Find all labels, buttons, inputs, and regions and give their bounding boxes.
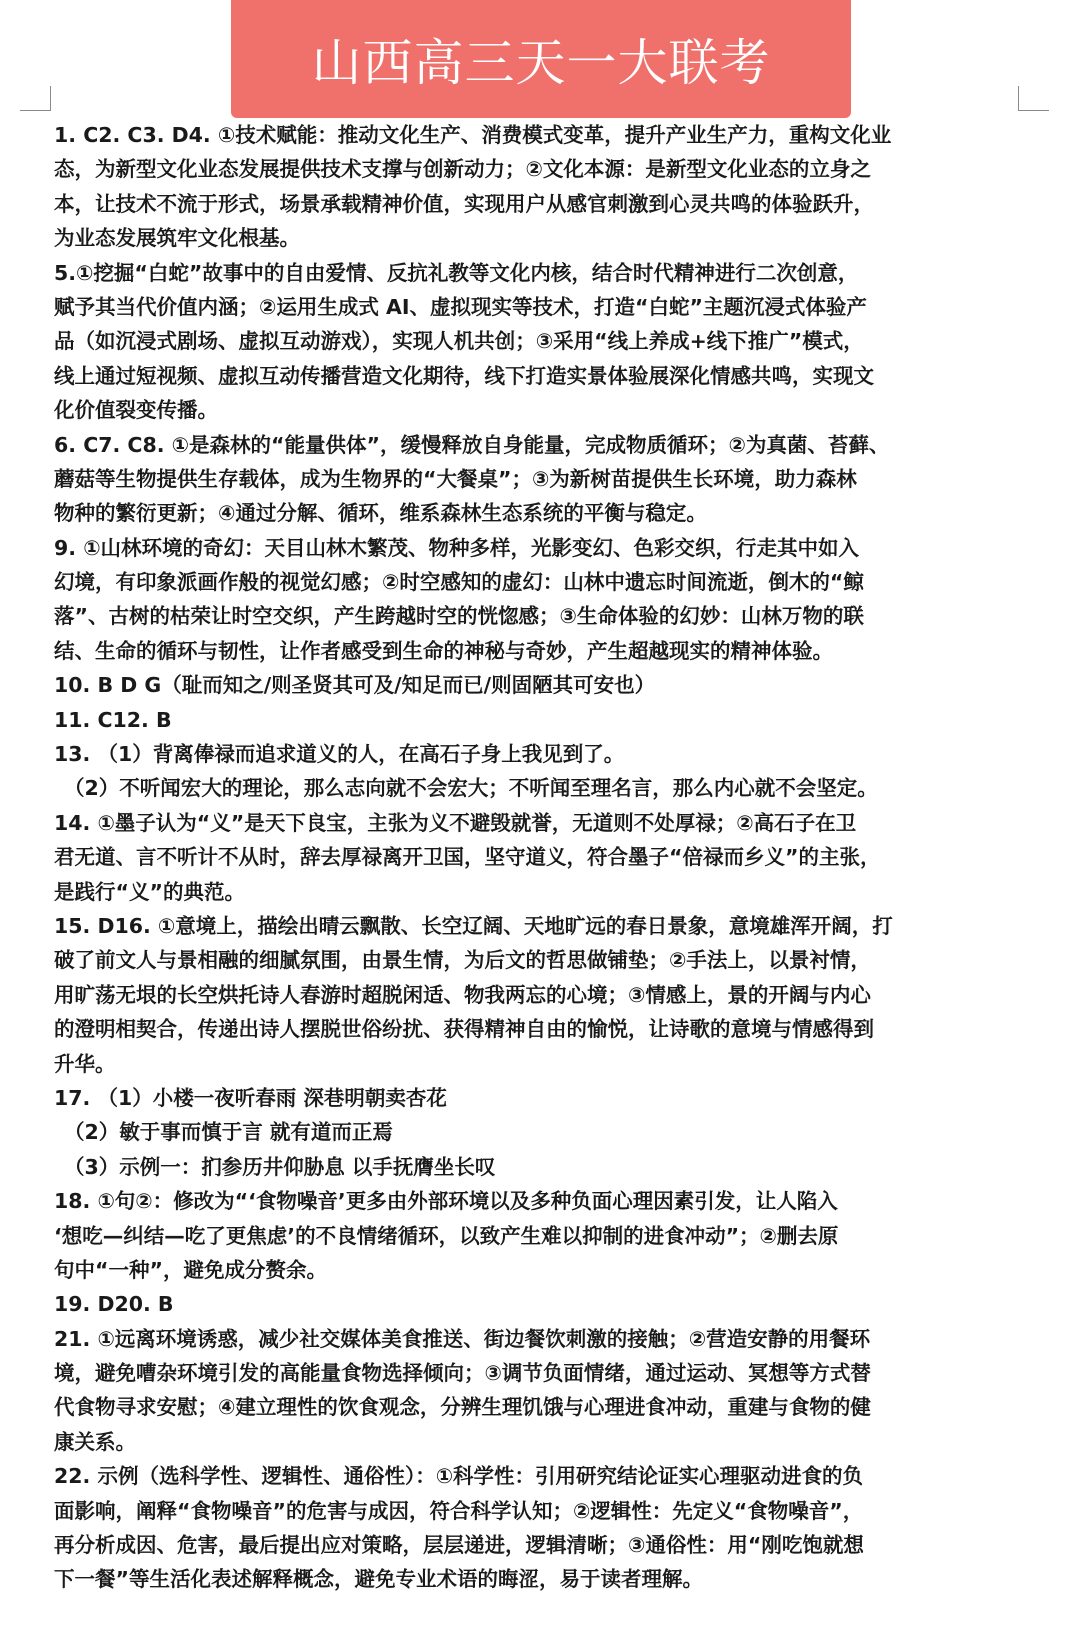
text-line: 22. 示例（选科学性、逻辑性、通俗性）：①科学性：引用研究结论证实心理驱动进食的负: [54, 1464, 864, 1489]
text-line: 化价值裂变传播。: [54, 398, 218, 423]
text-line: 态，为新型文化业态发展提供技术支撑与创新动力；②文化本源：是新型文化业态的立身之: [54, 157, 871, 182]
text-line: 17. （1）小楼一夜听春雨 深巷明朝卖杏花: [54, 1085, 447, 1110]
text-line: 21. ①远离环境诱惑，减少社交媒体美食推送、街边餐饮刺激的接触；②营造安静的用餐环: [54, 1326, 871, 1351]
text-line: 蘑菇等生物提供生存载体，成为生物界的“大餐桌”；③为新树苗提供生长环境，助力森林: [54, 466, 857, 491]
text-line: 品（如沉浸式剧场、虚拟互动游戏），实现人机共创；③采用“线上养成+线下推广”模式，: [54, 329, 864, 354]
text-line: 升华。: [54, 1051, 116, 1076]
text-line: 用旷荡无垠的长空烘托诗人春游时超脱闲适、物我两忘的心境；③情感上，景的开阔与内心: [54, 982, 871, 1007]
text-line: 下一餐”等生活化表述解释概念，避免专业术语的晦涩，易于读者理解。: [54, 1567, 703, 1592]
text-line: 句中“一种”，避免成分赘余。: [54, 1257, 327, 1282]
text-line: 9. ①山林环境的奇幻：天目山林木繁茂、物种多样，光影变幻、色彩交织，行走其中如入: [54, 535, 860, 560]
text-line: ‘想吃—纠结—吃了更焦虑’的不良情绪循环，以致产生难以抑制的进食冲动”；②删去原: [54, 1223, 839, 1248]
text-line: 为业态发展筑牢文化根基。: [54, 226, 300, 251]
text-line: 落”、古树的枯荣让时空交织，产生跨越时空的恍惚感；③生命体验的幻妙：山林万物的联: [54, 604, 864, 629]
banner-title: 山西高三天一大联考: [311, 34, 771, 92]
text-line: 的澄明相契合，传递出诗人摆脱世俗纷扰、获得精神自由的愉悦，让诗歌的意境与情感得到: [54, 1017, 874, 1042]
answer-key-text: [54, 118, 1022, 1597]
text-line: 幻境，有印象派画作般的视觉幻感；②时空感知的虚幻：山林中遗忘时间流逝，倒木的“鲸: [54, 570, 864, 595]
text-line: 代食物寻求安慰；④建立理性的饮食观念，分辨生理饥饿与心理进食冲动，重建与食物的健: [54, 1395, 871, 1420]
text-line: 物种的繁衍更新；④通过分解、循环，维系森林生态系统的平衡与稳定。: [54, 501, 707, 526]
text-line: 18. ①句②：修改为“‘食物噪音’更多由外部环境以及多种负面心理因素引发，让人陷入: [54, 1189, 838, 1214]
text-line: （2）不听闻宏大的理论，那么志向就不会宏大；不听闻至理名言，那么内心就不会坚定。: [64, 776, 878, 801]
text-line: 破了前文人与景相融的细腻氛围，由景生情，为后文的哲思做铺垫；②手法上，以景衬情，: [54, 948, 871, 973]
text-line: 康关系。: [54, 1429, 136, 1454]
text-line: 14. ①墨子认为“义”是天下良宝，主张为义不避毁就誉，无道则不处厚禄；②高石子在卫: [54, 810, 857, 835]
text-line: 面影响，阐释“食物噪音”的危害与成因，符合科学认知；②逻辑性：先定义“食物噪音”，: [54, 1498, 864, 1523]
text-line: 君无道、言不听计不从时，辞去厚禄离开卫国，坚守道义，符合墨子“倍禄而乡义”的主张，: [54, 845, 881, 870]
text-line: 赋予其当代价值内涵；②运用生成式 AI、虚拟现实等技术，打造“白蛇”主题沉浸式体验产: [54, 294, 867, 319]
text-line: 结、生命的循环与韧性，让作者感受到生命的神秘与奇妙，产生超越现实的精神体验。: [54, 638, 833, 663]
text-line: （2）敏于事而慎于言 就有道而正焉: [64, 1120, 393, 1145]
text-line: 10. B D G（耻而知之/则圣贤其可及/知足而已/则固陋其可安也）: [54, 673, 656, 698]
text-line: 5.①挖掘“白蛇”故事中的自由爱情、反抗礼教等文化内核，结合时代精神进行二次创意，: [54, 260, 859, 285]
text-line: 再分析成因、危害，最后提出应对策略，层层递进，逻辑清晰；③通俗性：用“刚吃饱就想: [54, 1533, 864, 1558]
text-line: 13. （1）背离俸禄而追求道义的人，在高石子身上我见到了。: [54, 742, 625, 767]
page-corner-mark-right: [1018, 86, 1049, 111]
text-line: 境，避免嘈杂环境引发的高能量食物选择倾向；③调节负面情绪，通过运动、冥想等方式替: [54, 1361, 871, 1386]
page-corner-mark-left: [20, 86, 51, 111]
text-line: 15. D16. ①意境上，描绘出晴云飘散、长空辽阔、天地旷远的春日景象，意境雄浑开阔，打: [54, 913, 893, 938]
text-line: （3）示例一：扪参历井仰胁息 以手抚膺坐长叹: [64, 1154, 496, 1179]
title-banner: [231, 0, 851, 118]
text-line: 19. D20. B: [54, 1292, 174, 1317]
text-line: 1. C2. C3. D4. ①技术赋能：推动文化生产、消费模式变革，提升产业生产力，重构文化业: [54, 123, 892, 147]
text-line: 是践行“义”的典范。: [54, 879, 245, 904]
text-line: 6. C7. C8. ①是森林的“能量供体”，缓慢释放自身能量，完成物质循环；②为真菌、苔藓、: [54, 432, 890, 457]
text-line: 本，让技术不流于形式，场景承载精神价值，实现用户从感官刺激到心灵共鸣的体验跃升，: [54, 191, 874, 216]
text-line: 11. C12. B: [54, 707, 172, 732]
text-line: 线上通过短视频、虚拟互动传播营造文化期待，线下打造实景体验展深化情感共鸣，实现文: [54, 363, 874, 388]
